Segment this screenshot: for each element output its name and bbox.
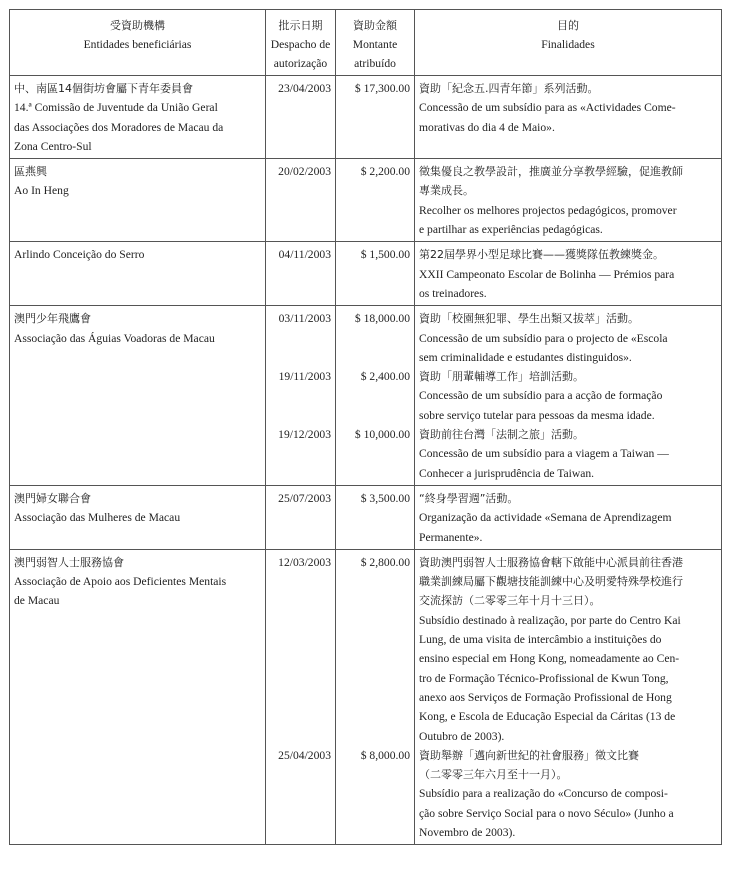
grant-date-block: [266, 309, 331, 367]
grant-date-block: [266, 425, 331, 483]
header-purposes: [415, 10, 722, 76]
grant-amount-block: [336, 489, 410, 547]
entity-cell: [10, 549, 266, 845]
purpose-pt: ção sobre Serviço Social para o novo Século» (Junho a: [419, 806, 674, 820]
dispatch-date: 25/07/2003: [278, 491, 331, 505]
grants-document: [9, 9, 721, 845]
entity-name-zh: 澳門少年飛鷹會: [14, 312, 91, 326]
dispatch-date: 19/11/2003: [278, 370, 331, 384]
table-row: [10, 76, 722, 159]
dispatch-date: 04/11/2003: [278, 248, 331, 262]
header-row: [10, 10, 722, 76]
entity-name-pt: Arlindo Conceição do Serro: [14, 248, 145, 262]
purpose-zh: “終身學習週”活動。: [419, 491, 519, 505]
header-amount: [336, 10, 415, 76]
purpose-pt: Concessão de um subsídio para a viagem a Taiwan —: [419, 447, 669, 461]
purpose-pt: Novembro de 2003).: [419, 825, 516, 839]
grant-purpose-block: [419, 245, 717, 303]
purpose-zh: （二零零三年六月至十一月）。: [419, 768, 568, 782]
purpose-pt: Outubro de 2003).: [419, 729, 505, 743]
entity-name-pt: Associação das Águias Voadoras de Macau: [14, 331, 215, 345]
purpose-zh: 交流探訪（二零零三年十月十三日）。: [419, 594, 601, 608]
table-header: [10, 10, 722, 76]
entity-name-pt: Associação das Mulheres de Macau: [14, 511, 181, 525]
entity-name-zh: 澳門弱智人士服務協會: [14, 555, 124, 569]
purpose-pt: ensino especial em Hong Kong, nomeadamente ao Cen-: [419, 652, 680, 666]
date-cell: [266, 306, 336, 486]
grant-date-block: [266, 79, 331, 137]
grant-amount: $ 17,300.00: [354, 82, 410, 95]
entity-name-pt: 14.ª Comissão de Juventude da União Geral: [14, 101, 218, 115]
entity-name-pt: Zona Centro-Sul: [14, 139, 92, 153]
grant-purpose-block: [419, 367, 717, 425]
purpose-pt: anexo aos Serviços de Formação Profissional de Hong: [419, 690, 672, 704]
grants-table: [9, 9, 722, 845]
header-purposes-pt: Finalidades: [541, 38, 595, 51]
grant-amount-block: [336, 79, 410, 137]
purpose-zh: 資助「校園無犯罪、學生出類又拔萃」活動。: [419, 312, 639, 326]
amount-cell: [336, 159, 415, 242]
header-amount-pt2: atribuído: [354, 57, 396, 70]
dispatch-date: 03/11/2003: [278, 312, 331, 326]
table-row: [10, 306, 722, 486]
grant-date-block: [266, 489, 331, 547]
header-dispatch-date-pt1: Despacho de: [270, 38, 331, 51]
header-amount-zh: 資助金額: [353, 19, 397, 32]
purpose-cell: [415, 485, 722, 549]
grant-purpose-block: [419, 746, 717, 842]
entity-name-pt: Associação de Apoio aos Deficientes Mentais: [14, 575, 227, 589]
table-row: [10, 549, 722, 845]
purpose-zh: 資助前往台灣「法制之旅」活動。: [419, 428, 584, 442]
entity-cell: [10, 159, 266, 242]
table-body: [10, 76, 722, 845]
entity-cell: [10, 76, 266, 159]
entity-cell: [10, 306, 266, 486]
amount-cell: [336, 549, 415, 845]
purpose-cell: [415, 549, 722, 845]
grant-amount-block: [336, 245, 410, 303]
header-entities: [10, 10, 266, 76]
grant-amount: $ 2,400.00: [360, 370, 410, 384]
purpose-zh: 資助「朋輩輔導工作」培訓活動。: [419, 370, 584, 384]
grant-amount-block: [336, 162, 410, 239]
date-cell: [266, 242, 336, 306]
entity-name-zh: 中、南區14個街坊會屬下青年委員會: [14, 82, 193, 95]
purpose-zh: 職業訓練局屬下觀塘技能訓練中心及明愛特殊學校進行: [419, 575, 683, 589]
header-dispatch-date-zh: 批示日期: [278, 19, 323, 32]
purpose-zh: 專業成長。: [419, 184, 474, 198]
grant-amount: $ 18,000.00: [354, 312, 410, 326]
entity-name-pt: de Macau: [14, 594, 60, 608]
purpose-pt: morativas do dia 4 de Maio».: [419, 120, 555, 134]
purpose-pt: tro de Formação Técnico-Profissional de Kwun Tong,: [419, 671, 669, 685]
grant-purpose-block: [419, 79, 717, 137]
table-row: [10, 485, 722, 549]
purpose-pt: XXII Campeonato Escolar de Bolinha — Prémios para: [419, 267, 675, 281]
purpose-pt: Kong, e Escola de Educação Especial da Cáritas (13 de: [419, 710, 676, 724]
entity-name-pt: das Associações dos Moradores de Macau da: [14, 120, 224, 134]
purpose-pt: sem criminalidade e estudantes distinguidos».: [419, 350, 632, 364]
purpose-zh: 資助舉辦「邁向新世紀的社會服務」徵文比賽: [419, 748, 639, 762]
header-purposes-zh: 目的: [557, 19, 579, 32]
grant-amount-block: [336, 309, 410, 367]
purpose-pt: Recolher os melhores projectos pedagógicos, promover: [419, 203, 677, 217]
entity-cell: [10, 485, 266, 549]
grant-amount-block: [336, 367, 410, 425]
grant-date-block: [266, 746, 331, 843]
grant-amount-block: [336, 425, 410, 483]
grant-amount: $ 10,000.00: [354, 428, 410, 442]
grant-date-block: [266, 553, 331, 746]
entity-name-zh: 區燕興: [14, 165, 47, 179]
date-cell: [266, 76, 336, 159]
grant-purpose-block: [419, 425, 717, 483]
purpose-cell: [415, 159, 722, 242]
purpose-pt: os treinadores.: [419, 286, 487, 300]
grant-amount-block: [336, 746, 410, 843]
purpose-pt: Concessão de um subsídio para o projecto de «Escola: [419, 331, 668, 345]
grant-purpose-block: [419, 162, 717, 239]
purpose-cell: [415, 76, 722, 159]
amount-cell: [336, 76, 415, 159]
date-cell: [266, 159, 336, 242]
grant-purpose-block: [419, 309, 717, 367]
entity-cell: [10, 242, 266, 306]
purpose-zh: 徵集優良之教學設計，推廣並分享教學經驗，促進教師: [419, 165, 683, 179]
table-row: [10, 159, 722, 242]
purpose-pt: Concessão de um subsídio para a acção de formação: [419, 389, 663, 403]
purpose-pt: Permanente».: [419, 530, 483, 544]
grant-amount: $ 8,000.00: [360, 748, 410, 762]
grant-amount: $ 1,500.00: [360, 248, 410, 262]
purpose-cell: [415, 306, 722, 486]
dispatch-date: 23/04/2003: [278, 82, 331, 95]
purpose-pt: Subsídio destinado à realização, por parte do Centro Kai: [419, 613, 681, 627]
purpose-pt: Lung, de uma visita de intercâmbio a instituições do: [419, 633, 662, 647]
entity-name-zh: 澳門婦女聯合會: [14, 491, 91, 505]
header-entities-zh: 受資助機構: [110, 19, 165, 32]
purpose-pt: e partilhar as experiências pedagógicas.: [419, 223, 603, 237]
purpose-pt: Subsídio para a realização do «Concurso de composi-: [419, 787, 668, 801]
date-cell: [266, 485, 336, 549]
header-entities-pt: Entidades beneficiárias: [83, 38, 192, 51]
purpose-pt: Conhecer a jurisprudência de Taiwan.: [419, 466, 595, 480]
grant-amount: $ 3,500.00: [360, 491, 410, 505]
purpose-zh: 資助「紀念五.四青年節」系列活動。: [419, 82, 599, 95]
entity-name-pt: Ao In Heng: [14, 184, 69, 198]
grant-amount: $ 2,200.00: [360, 165, 410, 179]
purpose-zh: 第22屆學界小型足球比賽——獲獎隊伍教練獎金。: [419, 248, 664, 262]
dispatch-date: 25/04/2003: [278, 748, 331, 762]
grant-date-block: [266, 245, 331, 303]
grant-purpose-block: [419, 489, 717, 547]
grant-date-block: [266, 162, 331, 239]
grant-date-block: [266, 367, 331, 425]
dispatch-date: 20/02/2003: [278, 165, 331, 179]
header-dispatch-date: [266, 10, 336, 76]
grant-purpose-block: [419, 553, 717, 746]
amount-cell: [336, 306, 415, 486]
amount-cell: [336, 242, 415, 306]
grant-amount: $ 2,800.00: [360, 555, 410, 569]
table-row: [10, 242, 722, 306]
dispatch-date: 19/12/2003: [278, 428, 331, 442]
dispatch-date: 12/03/2003: [278, 555, 331, 569]
purpose-pt: sobre serviço tutelar para pessoas da mesma idade.: [419, 408, 655, 422]
purpose-cell: [415, 242, 722, 306]
purpose-pt: Concessão de um subsídio para as «Actividades Come-: [419, 101, 676, 115]
grant-amount-block: [336, 553, 410, 746]
date-cell: [266, 549, 336, 845]
header-dispatch-date-pt2: autorização: [273, 57, 328, 70]
amount-cell: [336, 485, 415, 549]
purpose-zh: 資助澳門弱智人士服務協會轄下啟能中心派員前往香港: [419, 555, 683, 569]
purpose-pt: Organização da actividade «Semana de Aprendizagem: [419, 511, 672, 525]
header-amount-pt1: Montante: [352, 38, 398, 51]
